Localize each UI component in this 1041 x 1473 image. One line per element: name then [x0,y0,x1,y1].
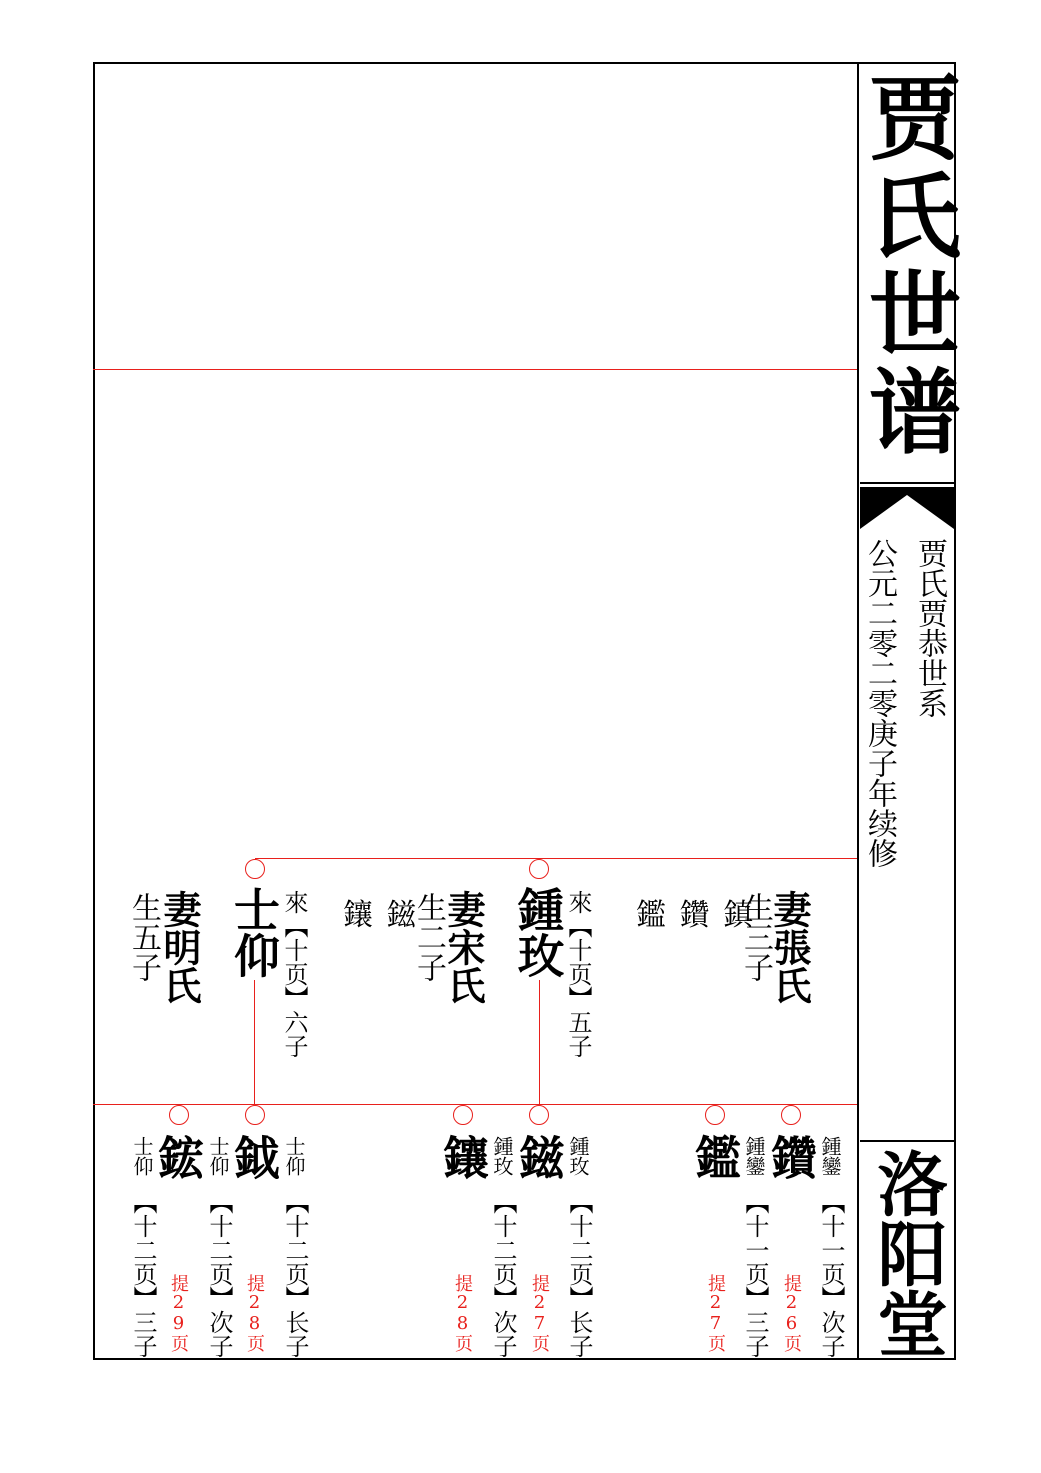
person-sons: 生五子 [126,892,161,982]
person-ref: 【十一页】次子 [817,1190,845,1358]
person-parent: 士仰 [282,1136,306,1176]
person-sons: 生三子 [738,892,773,982]
person-children: 鑑 鑽 鎮 [636,898,756,933]
person-ref: 【十二页】三子 [129,1190,157,1358]
page-title: 贾氏世谱 [854,70,962,462]
hall-line [860,1140,954,1142]
person-sons: 生二子 [411,892,446,982]
person-children: 鑲 鎡 [343,898,419,933]
person-name: 士仰 [227,886,281,978]
person-ref: 來【十页】六子 [280,890,308,1058]
person-ref: 【十二页】次子 [205,1190,233,1358]
person-name: 鍾玫 [511,886,565,978]
person-parent: 鍾玫 [566,1136,590,1176]
tip-label: 提26页 [781,1274,802,1352]
tip-label: 提29页 [168,1274,189,1352]
zi-node [529,1105,549,1125]
person-parent: 鍾玫 [490,1136,514,1176]
person-ref: 【十二页】长子 [565,1190,593,1358]
tip-label: 提28页 [244,1274,265,1352]
xiang-node [453,1105,473,1125]
top-separator-line [93,369,857,370]
gen2-connector-line [93,1104,857,1105]
banner-line-top [860,482,954,484]
tip-label: 提28页 [452,1274,473,1352]
person-name: 鑑 [688,1134,742,1180]
person-parent: 士仰 [130,1136,154,1176]
hall-name: 洛阳堂 [866,1148,949,1358]
person-parent: 鍾鑾 [818,1136,842,1176]
person-parent: 鍾鑾 [742,1136,766,1176]
person-name: 鑲 [436,1134,490,1180]
person-wife: 妻張氏 [767,890,812,1004]
person-wife: 妻宋氏 [441,890,486,1004]
person-name: 鎡 [512,1134,566,1180]
revision-date: 公元二零二零庚子年续修 [862,538,897,868]
gen1-connector-line [255,858,857,859]
person-ref: 【十二页】长子 [281,1190,309,1358]
person-name: 鑽 [764,1134,818,1180]
zuan-node [781,1105,801,1125]
person-name: 鉞 [227,1134,281,1180]
shiyang-drop-line [254,980,255,1105]
person-wife: 妻明氏 [157,890,202,1004]
banner-triangle-icon [860,487,954,529]
jian-node [705,1105,725,1125]
zhongmei-drop-line [539,980,540,1105]
tip-label: 提27页 [705,1274,726,1352]
person-ref: 來【十页】五子 [564,890,592,1058]
person-ref: 【十一页】三子 [741,1190,769,1358]
person-name: 鋐 [151,1134,205,1180]
lineage-subtitle: 贾氏贾恭世系 [912,538,947,718]
yue-node [245,1105,265,1125]
zhongmei-node [529,859,549,879]
hong-node [169,1105,189,1125]
person-ref: 【十二页】次子 [489,1190,517,1358]
shiyang-node [245,859,265,879]
person-parent: 士仰 [206,1136,230,1176]
tip-label: 提27页 [529,1274,550,1352]
